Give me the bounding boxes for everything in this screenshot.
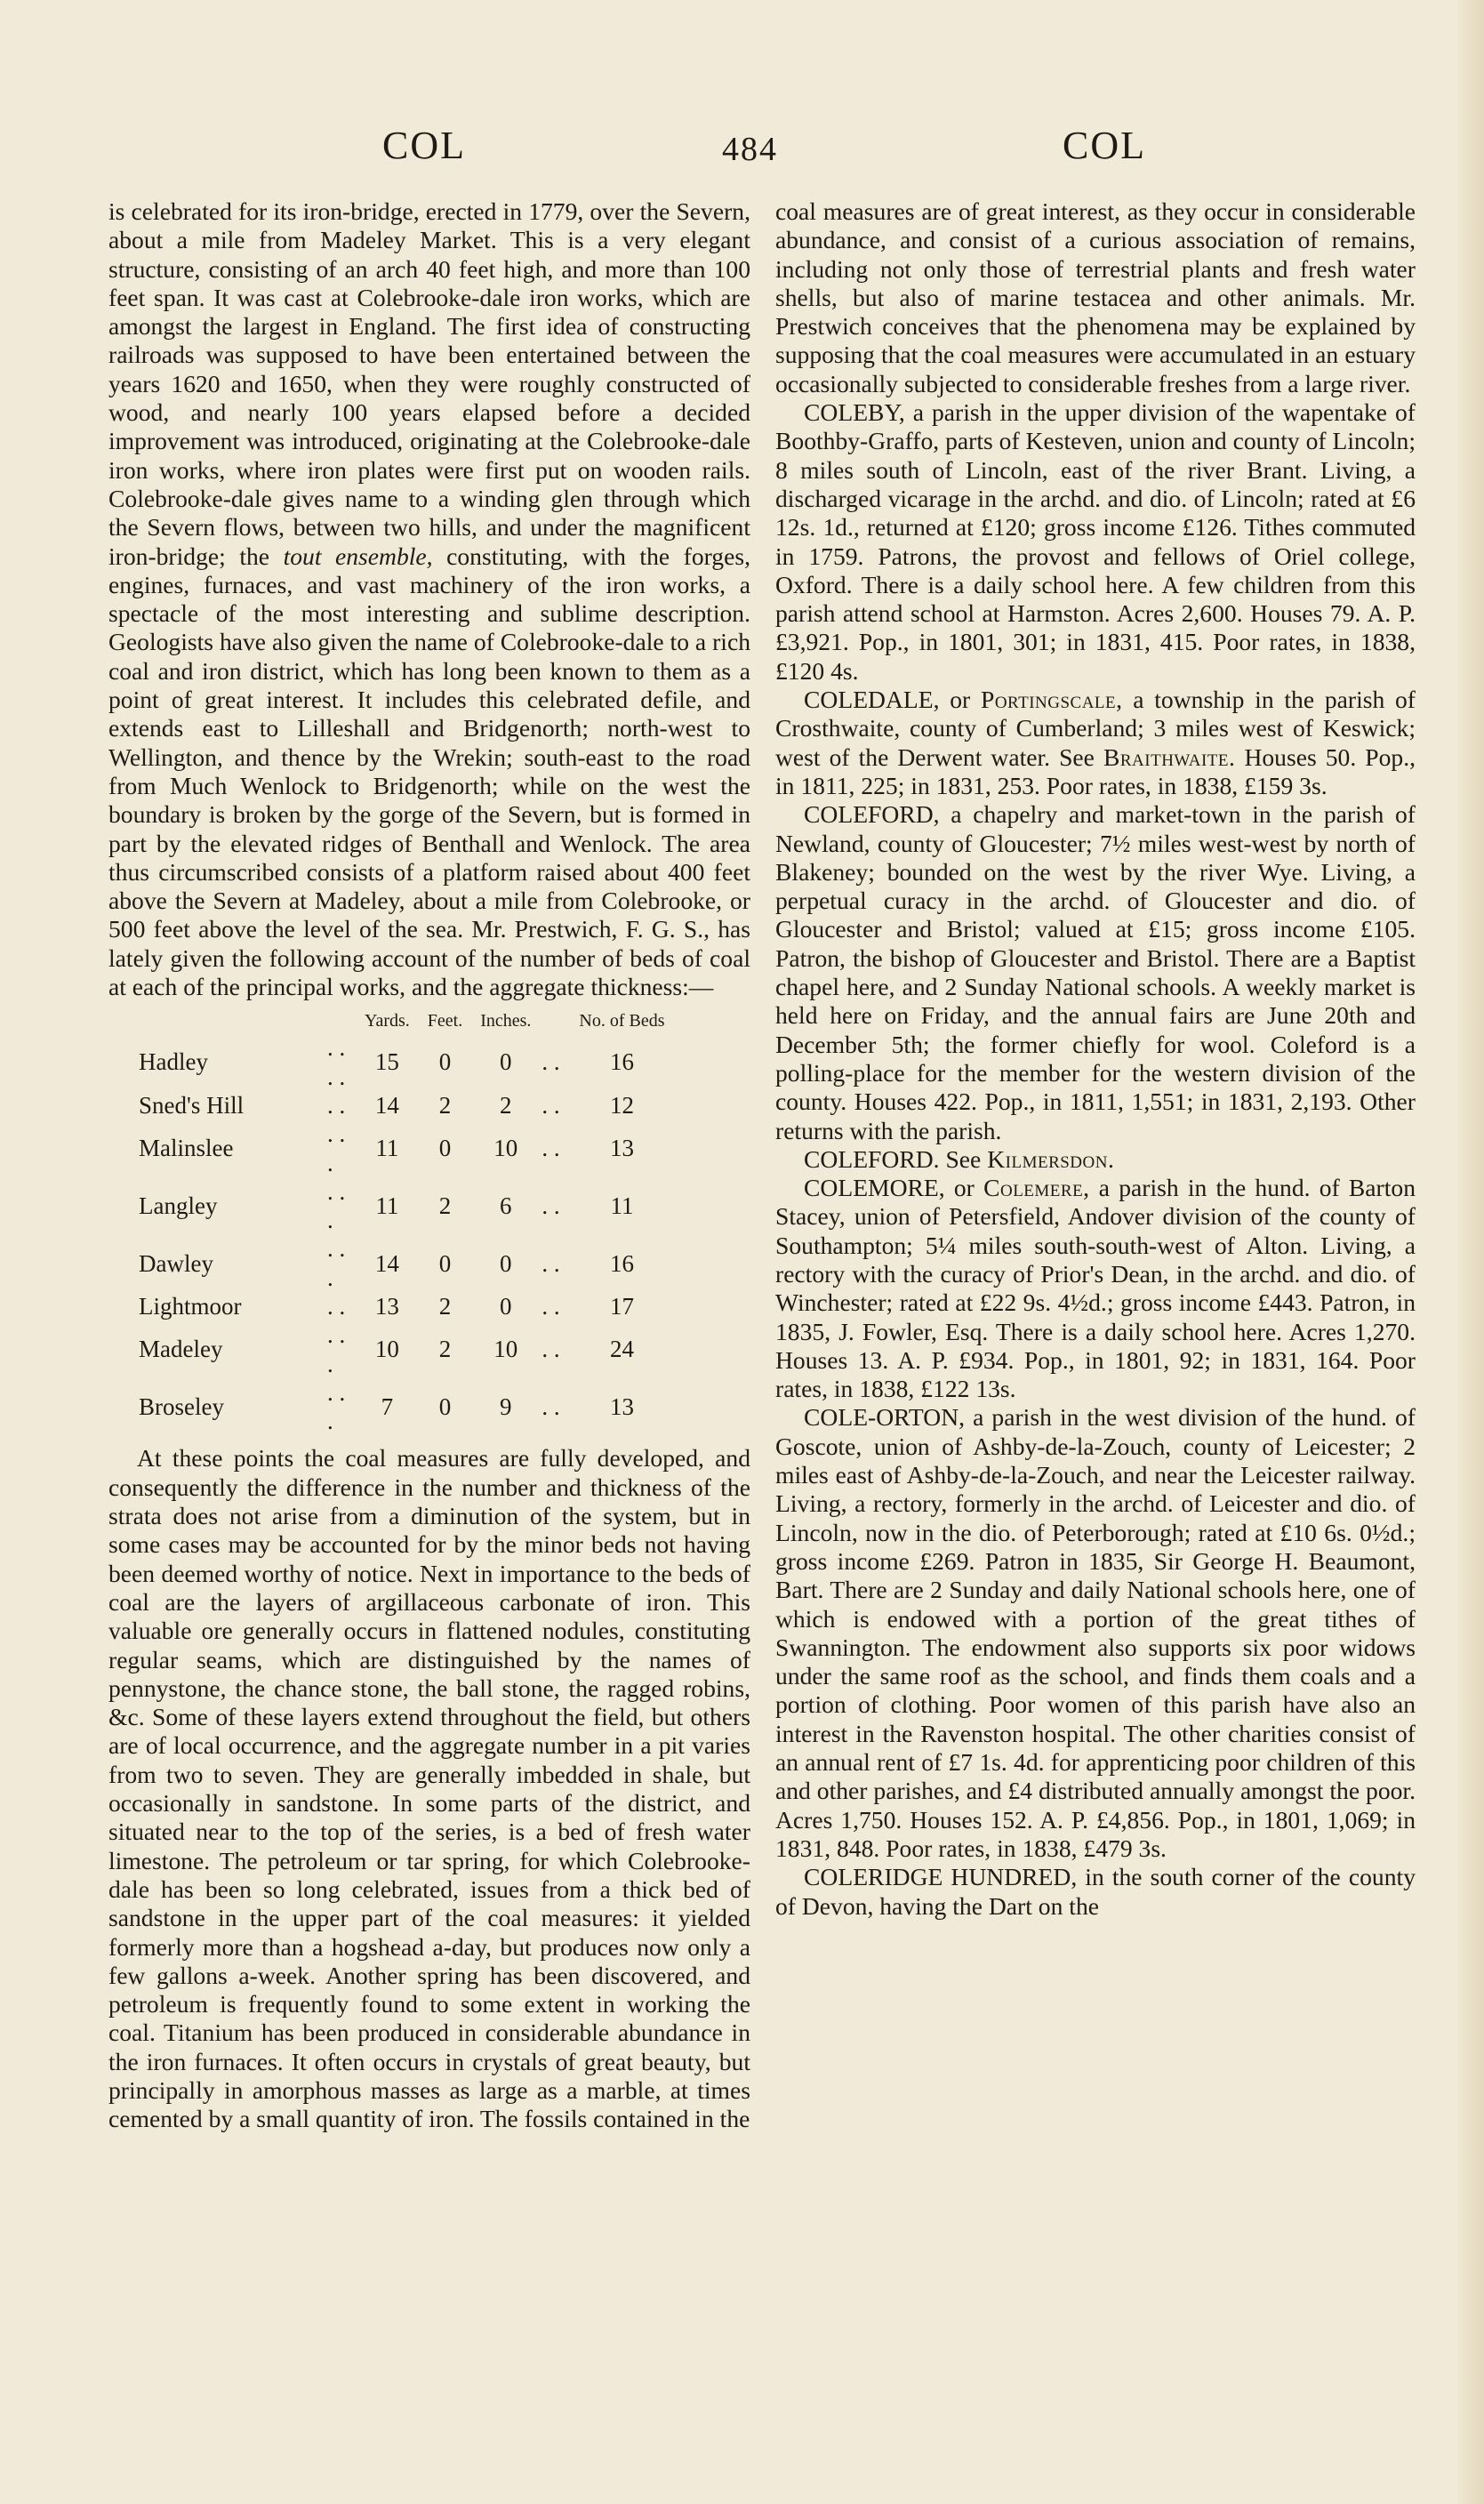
leader-dots: . . .: [327, 1378, 346, 1435]
col-header-inches: Inches.: [480, 1011, 532, 1031]
left-column: [108, 197, 750, 2134]
colebrooke-dale-paragraph: is celebrated for its iron-bridge, erected in 1779, over the Severn, about a mile from Madeley Market. This is a very elegant structure, consisting of an arch 40 feet high, and more than 100 feet span. It was cast at Colebrooke-dale iron works, which are amongst the largest in England. The first idea of constructing railroads was supposed to have been entertained between the years 1620 and 1650, when they were roughly constructed of wood, and nearly 100 years elapsed before a decided improvement was introduced, originating at the Colebrooke-dale iron works, where iron plates were first put on wooden rails. Colebrooke-dale gives name to a winding glen through which the Severn flows, between two hills, and under the magnificent iron-bridge; the tout ensemble, constituting, with the forges, engines, furnaces, and vast machinery of the iron works, a spectacle of the most interesting and sublime description. Geologists have also given the name of Colebrooke-dale to a rich coal and iron district, which has long been known to them as a point of great interest. It includes this celebrated defile, and extends east to Lilleshall and Bridgenorth; north-west to Wellington, and thence by the Wrekin; south-east to the road from Much Wenlock to Bridgenorth; while on the west the boundary is broken by the gorge of the Severn, but is formed in part by the elevated ridges of Benthall and Wenlock. The area thus circumscribed consists of a platform raised about 400 feet above the Severn at Madeley, about a mile from Colebrooke, or 500 feet above the level of the sea. Mr. Prestwich, F. G. S., has lately given the following account of the number of beds of coal at each of the principal works, and the aggregate thickness:—: [108, 197, 750, 1001]
yards-cell: 15: [374, 1048, 399, 1076]
inches-cell: 6: [500, 1192, 512, 1219]
coal-measures-paragraph: At these points the coal measures are fully developed, and consequently the difference in the number and thickness of the strata does not arise from a diminution of the system, but in some cases may be accounted for by the minor beds not having been deemed worthy of notice. Next in importance to the beds of coal are the layers of argillaceous carbonate of iron. This valuable ore generally occurs in flattened nodules, constituting regular seams, which are distinguished by the names of pennystone, the chance stone, the ball stone, the ragged robins, &c. Some of these layers extend throughout the field, but others are of local occurrence, and the aggregate number in a pit varies from two to seven. They are generally imbedded in shale, but occasionally in sandstone. In some parts of the district, and situated near to the top of the series, is a bed of fresh water limestone. The petroleum or tar spring, for which Colebrooke-dale has been so long celebrated, issues from a thick bed of sandstone in the upper part of the coal measures: it yielded formerly more than a hogshead a-day, but produces now only a few gallons a-week. Another spring has been discovered, and petroleum is frequently found to some extent in working the coal. Titanium has been produced in considerable abundance in the iron furnaces. It often occurs in crystals of great beauty, but principally in amorphous masses as large as a marble, at times cemented by a small quantity of iron. The fossils contained in the: [108, 1444, 750, 2133]
mine-name: Dawley: [139, 1249, 213, 1277]
beds-cell: 11: [610, 1192, 634, 1219]
col-header-beds: No. of Beds: [579, 1011, 665, 1031]
yards-cell: 10: [374, 1336, 399, 1363]
col-header-yards: Yards.: [365, 1011, 410, 1031]
inches-cell: 0: [500, 1048, 512, 1076]
leader-dots: . . .: [327, 1235, 346, 1291]
leader-dots: . . . .: [327, 1034, 346, 1090]
mine-name: Hadley: [139, 1048, 208, 1076]
table-row: [139, 1234, 674, 1292]
leader-dots: . .: [327, 1091, 346, 1119]
entry-coleby: COLEBY, a parish in the upper division of the wapentake of Boothby-Graffo, parts of Kesteven, union and county of Lincoln; 8 miles south of Lincoln, east of the river Brant. Living, a discharged vicarage in the archd. and dio. of Lincoln; rated at £6 12s. 1d., returned at £120; gross income £126. Tithes commuted in 1759. Patrons, the provost and fellows of Oriel college, Oxford. There is a daily school here. A few children from this parish attend school at Harmston. Acres 2,600. Houses 79. A. P. £3,921. Pop., in 1801, 301; in 1831, 415. Poor rates, in 1838, £120 4s.: [775, 398, 1416, 685]
inches-cell: 10: [493, 1135, 518, 1162]
italic-phrase: tout ensemble,: [283, 542, 433, 570]
entry-colemore: COLEMORE, or Colemere, a parish in the hund. of Barton Stacey, union of Petersfield, Andover division of the county of Southampton; 5¼ miles south-south-west of Alton. Living, a rectory with the curacy of Prior's Dean, in the archd. and dio. of Winchester; rated at £22 9s. 4½d.; gross income £443. Patron, in 1835, J. Fowler, Esq. There is a daily school here. Acres 1,270. Houses 13. A. P. £934. Pop., in 1801, 92; in 1831, 164. Poor rates, in 1838, £122 13s.: [775, 1174, 1416, 1403]
beds-cell: 13: [609, 1135, 634, 1162]
beds-cell: 16: [609, 1048, 634, 1076]
feet-cell: 0: [438, 1048, 452, 1076]
inches-cell: 0: [500, 1292, 512, 1320]
leader-dots: . .: [541, 1336, 560, 1363]
beds-cell: 16: [609, 1249, 634, 1277]
yards-cell: 14: [374, 1249, 399, 1277]
feet-cell: 2: [438, 1192, 452, 1219]
inches-cell: 2: [500, 1091, 512, 1119]
feet-cell: 2: [438, 1091, 452, 1119]
entry-coleridge-hundred: COLERIDGE HUNDRED, in the south corner of the county of Devon, having the Dart on the: [775, 1863, 1416, 1920]
beds-cell: 17: [609, 1292, 634, 1320]
coal-beds-table: [139, 1010, 674, 1435]
feet-cell: 2: [438, 1292, 452, 1320]
inches-cell: 10: [493, 1336, 518, 1363]
table-row: [139, 1378, 674, 1436]
feet-cell: 0: [438, 1135, 452, 1162]
feet-cell: 2: [438, 1336, 452, 1363]
leader-dots: . .: [541, 1048, 560, 1076]
mine-name: Langley: [139, 1192, 218, 1219]
mine-name: Broseley: [139, 1393, 224, 1421]
mine-name: Madeley: [139, 1336, 223, 1363]
beds-cell: 13: [609, 1393, 634, 1421]
entry-coleford: COLEFORD, a chapelry and market-town in the parish of Newland, county of Gloucester; 7½ miles west-west by north of Blakeney; bounded on the west by the river Wye. Living, a perpetual curacy in the archd. of Gloucester and dio. of Gloucester and Bristol; valued at £15; gross income £105. Patron, the bishop of Gloucester and Bristol. There are a Baptist chapel here, and 2 Sunday National schools. A weekly market is held here on Friday, and the annual fairs are June 20th and December 5th; the former chiefly for wool. Coleford is a polling-place for the member for the western division of the county. Houses 422. Pop., in 1811, 1,551; in 1831, 2,193. Other returns with the parish.: [775, 800, 1416, 1144]
page-header: [0, 124, 1484, 178]
feet-cell: 0: [438, 1249, 452, 1277]
continuation-paragraph: coal measures are of great interest, as they occur in considerable abundance, and consist of a curious association of remains, including not only those of terrestrial plants and fresh water shells, but also of marine testacea and other animals. Mr. Prestwich conceives that the phenomena may be explained by supposing that the coal measures were accumulated in an estuary occasionally subjected to considerable freshes from a large river.: [775, 197, 1416, 397]
table-header-row: [139, 1010, 674, 1033]
entry-coledale: COLEDALE, or Portingscale, a township in the parish of Crosthwaite, county of Cumberland; 3 miles west of Keswick; west of the Derwent water. See Braithwaite. Houses 50. Pop., in 1811, 225; in 1831, 253. Poor rates, in 1838, £159 3s.: [775, 686, 1416, 799]
leader-dots: . .: [541, 1292, 560, 1320]
mine-name: Malinslee: [139, 1135, 234, 1162]
entry-cole-orton: COLE-ORTON, a parish in the west division of the hund. of Goscote, union of Ashby-de-la-Zouch, county of Leicester; 2 miles east of Ashby-de-la-Zouch, and near the Leicester railway. Living, a rectory, formerly in the archd. of Leicester and dio. of Lincoln, now in the dio. of Peterborough; rated at £10 6s. 0½d.; gross income £269. Patron in 1835, Sir George H. Beaumont, Bart. There are 2 Sunday and daily National schools here, one of which is endowed with a portion of the great tithes of Swannington. The endowment also supports six poor widows under the same roof as the school, and finds them coals and a portion of clothing. Poor women of this parish have also an interest in the Ravenston hospital. The other charities consist of an annual rent of £7 1s. 4d. for apprenticing poor children of this and other parishes, and £4 distributed annually amongst the poor. Acres 1,750. Houses 152. A. P. £4,856. Pop., in 1801, 1,069; in 1831, 848. Poor rates, in 1838, £479 3s.: [775, 1403, 1416, 1862]
header-left-keyword: COL: [382, 124, 466, 167]
page-number: 484: [722, 131, 778, 168]
table-row: [139, 1292, 674, 1320]
leader-dots: . .: [327, 1292, 346, 1320]
leader-dots: . .: [541, 1249, 560, 1277]
table-row: [139, 1091, 674, 1120]
table-row: [139, 1120, 674, 1177]
table-row: [139, 1177, 674, 1235]
leader-dots: . .: [541, 1135, 560, 1162]
leader-dots: . . .: [327, 1321, 346, 1377]
yards-cell: 7: [381, 1393, 394, 1421]
entry-coleford-see: COLEFORD. See Kilmersdon.: [804, 1144, 1115, 1173]
leader-dots: . .: [541, 1091, 560, 1119]
col-header-feet: Feet.: [427, 1011, 463, 1031]
header-right-keyword: COL: [1063, 124, 1146, 167]
inches-cell: 0: [500, 1249, 512, 1277]
leader-dots: . . .: [327, 1120, 346, 1176]
yards-cell: 11: [375, 1192, 399, 1219]
mine-name: Sned's Hill: [139, 1091, 245, 1119]
table-row: [139, 1033, 674, 1091]
leader-dots: . . .: [327, 1177, 346, 1234]
inches-cell: 9: [500, 1393, 512, 1421]
leader-dots: . .: [541, 1393, 560, 1421]
yards-cell: 13: [374, 1292, 399, 1320]
beds-cell: 12: [609, 1091, 634, 1119]
page-gutter: [1457, 0, 1484, 2504]
yards-cell: 14: [374, 1091, 399, 1119]
yards-cell: 11: [375, 1135, 399, 1162]
feet-cell: 0: [438, 1393, 452, 1421]
beds-cell: 24: [609, 1336, 634, 1363]
table-row: [139, 1320, 674, 1378]
leader-dots: . .: [541, 1192, 560, 1219]
mine-name: Lightmoor: [139, 1292, 242, 1320]
right-column: [775, 197, 1416, 1921]
